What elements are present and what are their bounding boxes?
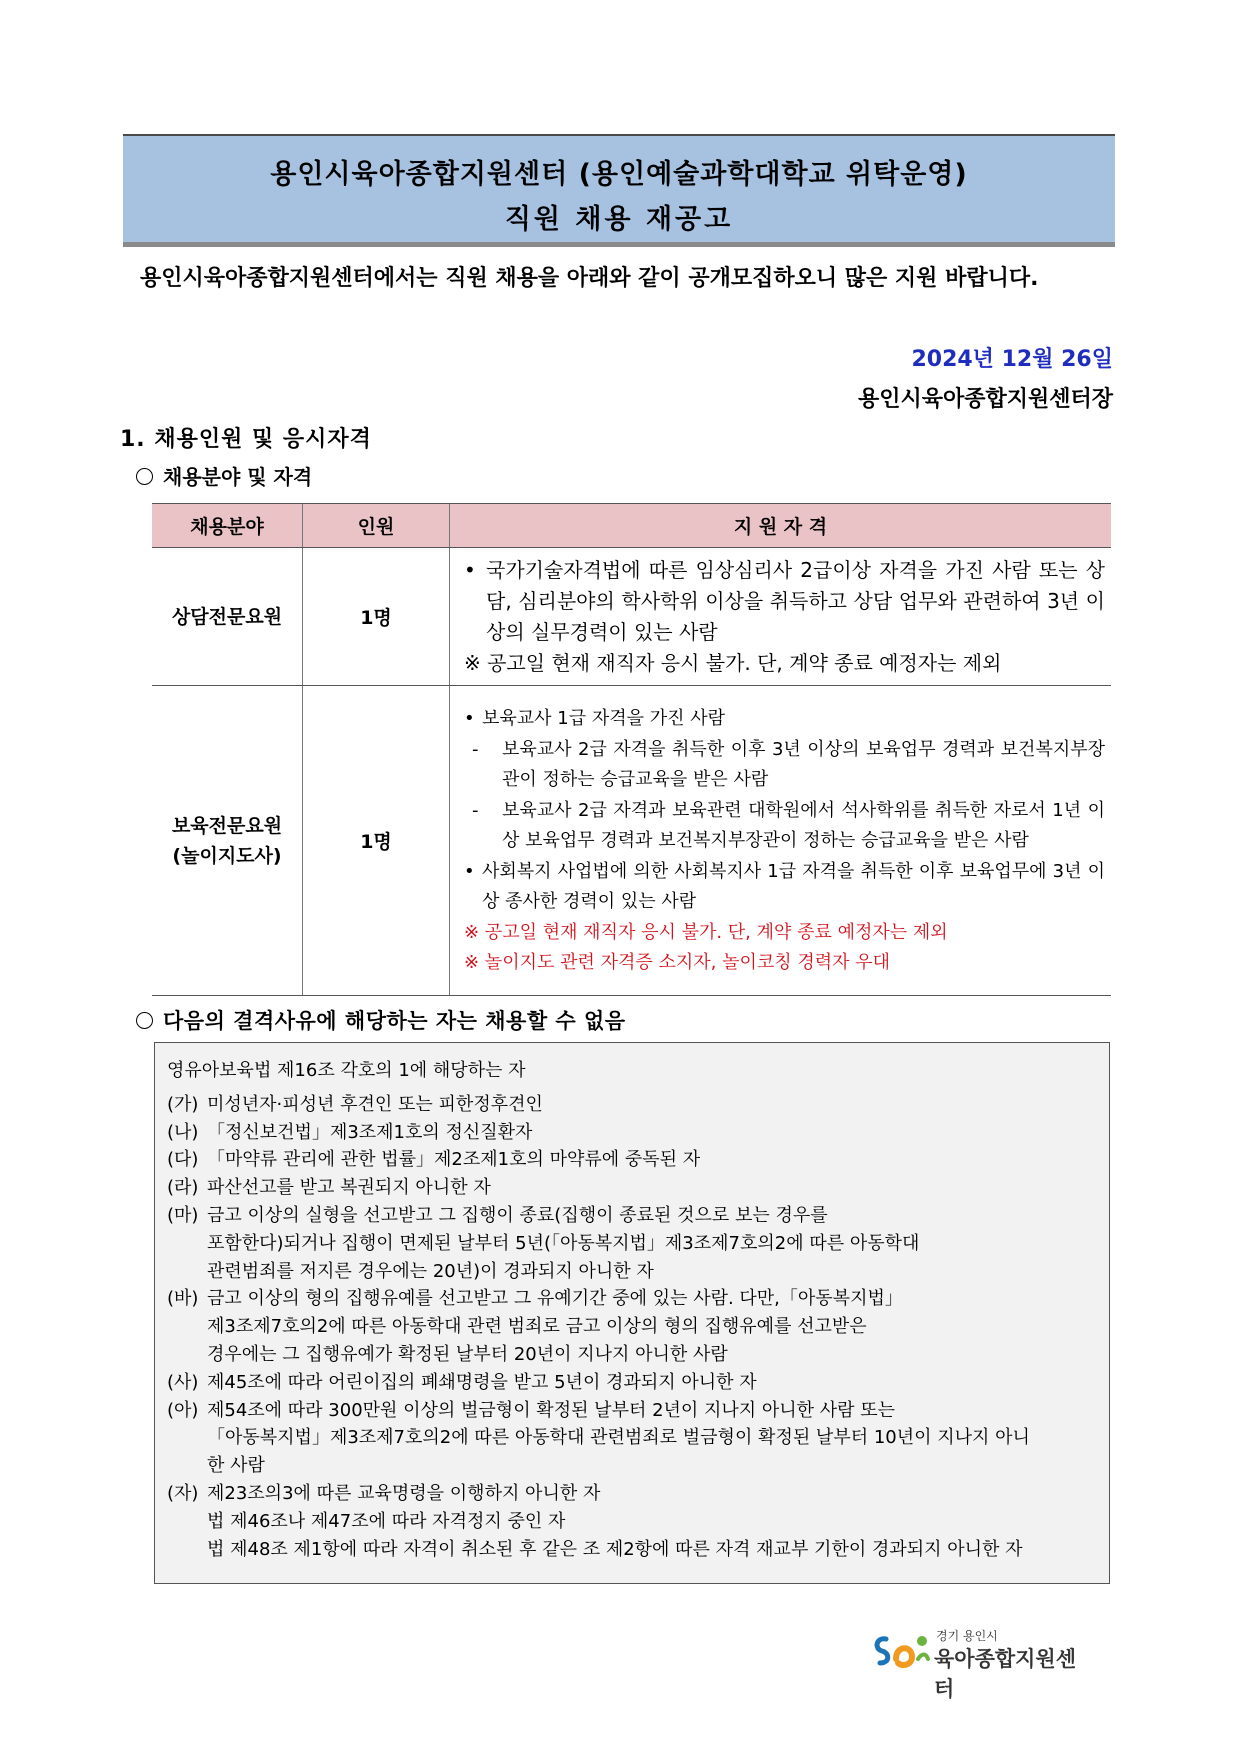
item-text [207, 1146, 1099, 1174]
circle-bullet-icon [136, 468, 153, 485]
title-banner [123, 134, 1115, 247]
table-row [152, 686, 1111, 996]
disqualification-title [136, 1005, 626, 1035]
subsection-title [136, 461, 312, 490]
item-line: 한 사람 [207, 1455, 265, 1477]
item-line: 「아동복지법」제3조제7호의2에 따른 아동학대 관련범죄로 벌금형이 확정된 날부터 10년이 지나지 아니 [207, 1427, 1030, 1449]
item-text [207, 1202, 1099, 1285]
circle-bullet-icon [136, 1012, 153, 1029]
item-line: 「정신보건법」제3조제1호의 정신질환자 [207, 1121, 533, 1143]
disqualification-label: 다음의 결격사유에 해당하는 자는 채용할 수 없음 [163, 1009, 626, 1033]
item-line: 제54조에 따라 300만원 이상의 벌금형이 확정된 날부터 2년이 지나지 아니한 사람 또는 [207, 1399, 896, 1421]
center-logo [872, 1623, 1084, 1701]
list-item [167, 1146, 1099, 1174]
disqualification-box [154, 1042, 1110, 1584]
notice-date: 2024년 12월 26일 [911, 347, 1113, 372]
list-item: • 사회복지 사업법에 의한 사회복지사 1급 자격을 취득한 이후 보육업무에 3년 이상 종사한 경력이 있는 사람 [464, 857, 1105, 918]
item-line: 경우에는 그 집행유예가 확정된 날부터 20년이 지나지 아니한 사람 [207, 1343, 728, 1365]
row-qualification [450, 686, 1112, 996]
item-line: 미성년자·피성년 후견인 또는 피한정후견인 [207, 1093, 543, 1115]
dash-marker: - [472, 799, 479, 821]
header-field: 채용분야 [152, 504, 303, 548]
item-line: 파산선고를 받고 복권되지 아니한 자 [207, 1177, 491, 1199]
row-field-line-2: (놀이지도사) [172, 844, 282, 867]
section-title: 1. 채용인원 및 응시자격 [120, 427, 372, 452]
list-item [167, 1285, 1099, 1368]
item-marker: (라) [167, 1177, 199, 1199]
item-marker: (자) [167, 1482, 199, 1504]
item-text [207, 1285, 1099, 1368]
title-line-1: 용인시육아종합지원센터 (용인예술과학대학교 위탁운영) [270, 159, 968, 190]
bullet-icon: • [464, 860, 475, 882]
item-marker: (아) [167, 1399, 199, 1421]
center-logo-icon [872, 1629, 930, 1671]
list-item [167, 1091, 1099, 1119]
item-marker: (바) [167, 1288, 199, 1310]
intro-paragraph: 용인시육아종합지원센터에서는 직원 채용을 아래와 같이 공개모집하오니 많은 지원 바랍니다. [140, 266, 1039, 291]
table-row [152, 548, 1111, 686]
item-marker: (마) [167, 1204, 199, 1226]
item-line: 제23조의3에 따른 교육명령을 이행하지 아니한 자 [207, 1482, 601, 1504]
list-item: - 보육교사 2급 자격과 보육관련 대학원에서 석사학위를 취득한 자로서 1년 이상 보육업무 경력과 보건복지부장관이 정하는 승급교육을 받은 사람 [464, 796, 1105, 857]
item-line: 법 제48조 제1항에 따라 자격이 취소된 후 같은 조 제2항에 따른 자격 재교부 기한이 경과되지 아니한 자 [207, 1538, 1023, 1560]
item-line: 관련범죄를 저지른 경우에는 20년)이 경과되지 아니한 자 [207, 1260, 654, 1282]
logo-city: 경기 용인시 [936, 1629, 998, 1643]
row-field-line-1: 보육전문요원 [171, 814, 283, 837]
list-item: - 보육교사 2급 자격을 취득한 이후 3년 이상의 보육업무 경력과 보건복지부장관이 정하는 승급교육을 받은 사람 [464, 735, 1105, 796]
qualification-table [152, 503, 1111, 996]
item-marker: (다) [167, 1149, 199, 1171]
list-item: • 국가기술자격법에 따른 임상심리사 2급이상 자격을 가진 사람 또는 상담, 심리분야의 학사학위 이상을 취득하고 상담 업무와 관련하여 3년 이상의 실무경력이 있는 사람 [464, 555, 1105, 648]
item-line: 포함한다)되거나 집행이 면제된 날부터 5년(「아동복지법」제3조제7호의2에 따른 아동학대 [207, 1232, 920, 1254]
item-text [207, 1174, 1099, 1202]
item-line: 「마약류 관리에 관한 법률」제2조제1호의 마약류에 중독된 자 [207, 1149, 701, 1171]
row-note-red: ※ 놀이지도 관련 자격증 소지자, 놀이코칭 경력자 우대 [464, 952, 891, 974]
item-text [207, 1119, 1099, 1147]
title-line-2: 직원 채용 재공고 [504, 204, 734, 235]
list-item [167, 1480, 1099, 1563]
list-item [167, 1119, 1099, 1147]
row-field [152, 686, 303, 996]
item-marker: (가) [167, 1093, 199, 1115]
issuer-name: 용인시육아종합지원센터장 [857, 387, 1113, 412]
item-line: 제45조에 따라 어린이집의 폐쇄명령을 받고 5년이 경과되지 아니한 자 [207, 1371, 757, 1393]
item-marker: (사) [167, 1371, 199, 1393]
item-line: 금고 이상의 실형을 선고받고 그 집행이 종료(집행이 종료된 것으로 보는 경우를 [207, 1204, 828, 1226]
subsection-label: 채용분야 및 자격 [163, 465, 313, 489]
row-note-red: ※ 공고일 현재 재직자 응시 불가. 단, 계약 종료 예정자는 제외 [464, 921, 948, 943]
row-field: 상담전문요원 [152, 548, 303, 686]
header-qualification: 지 원 자 격 [450, 504, 1112, 548]
item-text [207, 1091, 1099, 1119]
table-header-row [152, 504, 1111, 548]
bullet-icon: • [464, 708, 475, 730]
disqualification-list [167, 1091, 1099, 1564]
item-line: 제3조제7호의2에 따른 아동학대 관련 범죄로 금고 이상의 형의 집행유예를 선고받은 [207, 1316, 867, 1338]
logo-name: 육아종합지원센터 [934, 1647, 1077, 1701]
item-text [207, 1369, 1099, 1397]
list-item [167, 1397, 1099, 1480]
item-marker: (나) [167, 1121, 199, 1143]
item-text [207, 1480, 1099, 1563]
item-text [207, 1397, 1099, 1480]
row-count: 1명 [303, 548, 450, 686]
list-item [167, 1174, 1099, 1202]
list-item [167, 1202, 1099, 1285]
item-line: 법 제46조나 제47조에 따라 자격정지 중인 자 [207, 1510, 566, 1532]
row-count: 1명 [303, 686, 450, 996]
bullet-icon: • [464, 558, 476, 582]
list-item [167, 1369, 1099, 1397]
dash-marker: - [472, 738, 479, 760]
header-count: 인원 [303, 504, 450, 548]
row-qualification [450, 548, 1112, 686]
item-line: 금고 이상의 형의 집행유예를 선고받고 그 유예기간 중에 있는 사람. 다만,「아동복지법」 [207, 1288, 903, 1310]
disqualification-head: 영유아보육법 제16조 각호의 1에 해당하는 자 [167, 1060, 526, 1081]
row-note: ※ 공고일 현재 재직자 응시 불가. 단, 계약 종료 예정자는 제외 [464, 651, 1002, 675]
list-item: • 보육교사 1급 자격을 가진 사람 [464, 704, 1105, 735]
